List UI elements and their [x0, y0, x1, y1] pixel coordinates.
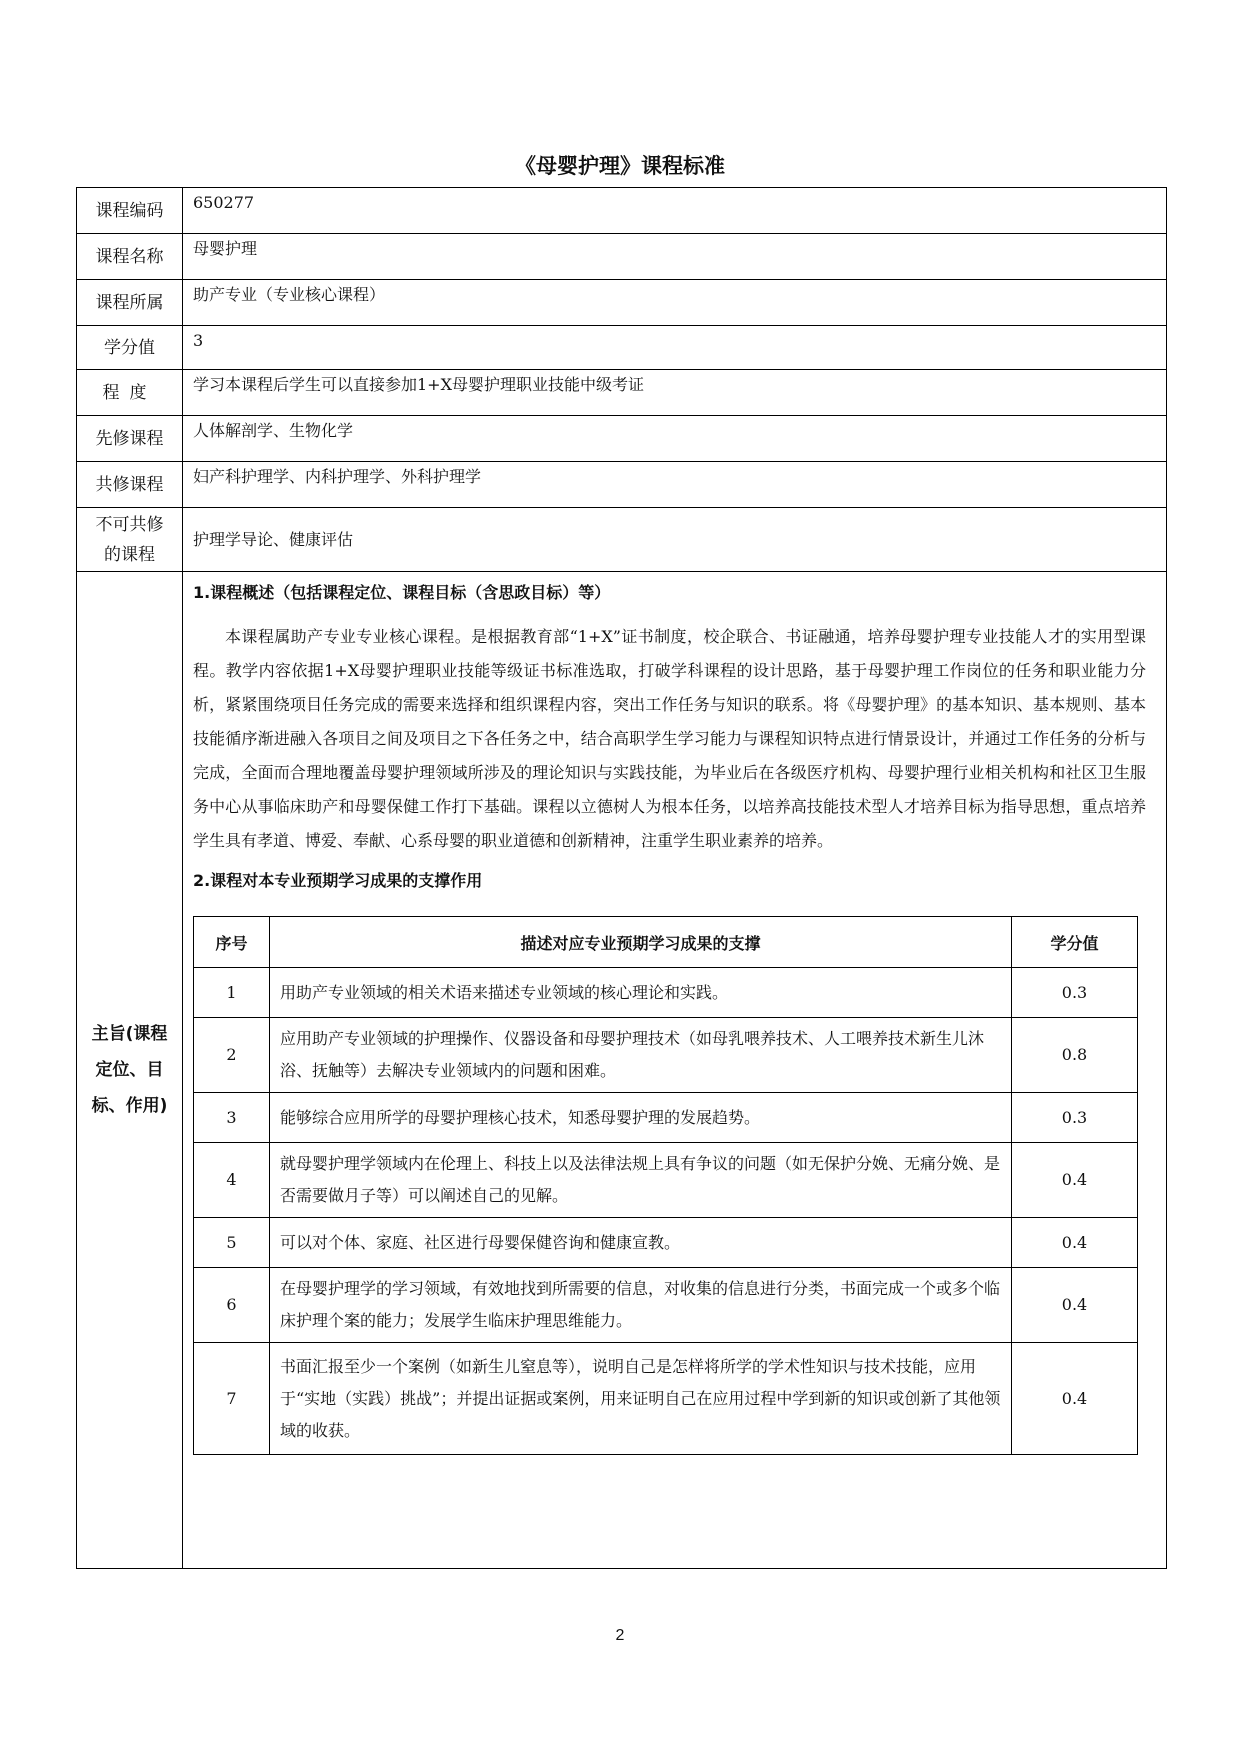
- main-purpose-label-line-2: 定位、目: [95, 1060, 164, 1080]
- outcome-no: 6: [194, 1268, 270, 1343]
- outcome-credit: 0.3: [1012, 1093, 1138, 1143]
- outcome-credit: 0.4: [1012, 1143, 1138, 1218]
- exclusions-label-line-2: 的课程: [104, 544, 155, 565]
- page-title: 《母婴护理》课程标准: [515, 154, 725, 178]
- main-purpose-body: [183, 572, 1167, 1569]
- outcomes-header-row: [194, 917, 1138, 968]
- header-desc: 描述对应专业预期学习成果的支撑: [270, 917, 1012, 968]
- outcome-no: 2: [194, 1018, 270, 1093]
- row-credits: [77, 326, 1167, 370]
- table-row: [194, 1218, 1138, 1268]
- header-no: 序号: [194, 917, 270, 968]
- page-number: 2: [615, 1627, 625, 1644]
- corequisites-value: 妇产科护理学、内科护理学、外科护理学: [183, 462, 1167, 508]
- outcome-desc: 书面汇报至少一个案例（如新生儿窒息等），说明自己是怎样将所学的学术性知识与技术技能，应用于“实地（实践）挑战”；并提出证据或案例，用来证明自己在应用过程中学到新的知识或创新了其他领域的收获。: [270, 1343, 1012, 1455]
- section-1-text: 本课程属助产专业专业核心课程。是根据教育部“1+X”证书制度，校企联合、书证融通，培养母婴护理专业技能人才的实用型课程。教学内容依据1+X母婴护理职业技能等级证书标准选取，打破学科课程的设计思路，基于母婴护理工作岗位的任务和职业能力分析，紧紧围绕项目任务完成的需要来选择和组织课程内容，突出工作任务与知识的联系。将《母婴护理》的基本知识、基本规则、基本技能循序渐进融入各项目之间及项目之下各任务之中，结合高职学生学习能力与课程知识特点进行情景设计，并通过工作任务的分析与完成，全面而合理地覆盖母婴护理领域所涉及的理论知识与实践技能，为毕业后在各级医疗机构、母婴护理行业相关机构和社区卫生服务中心从事临床助产和母婴保健工作打下基础。课程以立德树人为根本任务，以培养高技能技术型人才培养目标为指导思想，重点培养学生具有孝道、博爱、奉献、心系母婴的职业道德和创新精神，注重学生职业素养的培养。: [193, 627, 1146, 850]
- exclusions-label-line-1: 不可共修: [95, 514, 164, 535]
- outcome-credit: 0.4: [1012, 1343, 1138, 1455]
- table-row: [194, 968, 1138, 1018]
- outcome-no: 7: [194, 1343, 270, 1455]
- table-row: [194, 1343, 1138, 1455]
- outcome-desc: 在母婴护理学的学习领域，有效地找到所需要的信息，对收集的信息进行分类，书面完成一个或多个临床护理个案的能力；发展学生临床护理思维能力。: [270, 1268, 1012, 1343]
- outcome-desc: 可以对个体、家庭、社区进行母婴保健咨询和健康宣教。: [270, 1218, 1012, 1268]
- table-row: [194, 1093, 1138, 1143]
- course-name-label: 课程名称: [77, 234, 183, 280]
- course-code-label: 课程编码: [77, 188, 183, 234]
- exclusions-value: 护理学导论、健康评估: [183, 508, 1167, 572]
- row-corequisites: [77, 462, 1167, 508]
- level-value: 学习本课程后学生可以直接参加1+X母婴护理职业技能中级考证: [183, 370, 1167, 416]
- table-row: [194, 1018, 1138, 1093]
- row-course-code: [77, 188, 1167, 234]
- exclusions-label: [77, 508, 183, 572]
- outcome-no: 1: [194, 968, 270, 1018]
- outcome-no: 5: [194, 1218, 270, 1268]
- row-main-purpose: [77, 572, 1167, 1569]
- section-2-title: 2.课程对本专业预期学习成果的支撑作用: [193, 871, 483, 890]
- main-purpose-label-line-1: 主旨(课程: [91, 1024, 168, 1044]
- outcomes-table: [193, 916, 1138, 1455]
- outcome-no: 3: [194, 1093, 270, 1143]
- outcome-credit: 0.3: [1012, 968, 1138, 1018]
- row-exclusions: [77, 508, 1167, 572]
- outcome-desc: 就母婴护理学领域内在伦理上、科技上以及法律法规上具有争议的问题（如无保护分娩、无痛分娩、是否需要做月子等）可以阐述自己的见解。: [270, 1143, 1012, 1218]
- main-purpose-label-line-3: 标、作用): [91, 1096, 168, 1116]
- credits-value: 3: [183, 326, 1167, 370]
- section-1-title: 1.课程概述（包括课程定位、课程目标（含思政目标）等）: [193, 583, 611, 602]
- row-level: [77, 370, 1167, 416]
- outcome-desc: 用助产专业领域的相关术语来描述专业领域的核心理论和实践。: [270, 968, 1012, 1018]
- course-affiliation-label: 课程所属: [77, 280, 183, 326]
- level-label: 程度: [77, 370, 183, 416]
- outcome-desc: 能够综合应用所学的母婴护理核心技术，知悉母婴护理的发展趋势。: [270, 1093, 1012, 1143]
- credits-label: 学分值: [77, 326, 183, 370]
- course-affiliation-value: 助产专业（专业核心课程）: [183, 280, 1167, 326]
- table-row: [194, 1268, 1138, 1343]
- outcome-no: 4: [194, 1143, 270, 1218]
- corequisites-label: 共修课程: [77, 462, 183, 508]
- header-credit: 学分值: [1012, 917, 1138, 968]
- prerequisites-value: 人体解剖学、生物化学: [183, 416, 1167, 462]
- row-prerequisites: [77, 416, 1167, 462]
- outcome-credit: 0.4: [1012, 1268, 1138, 1343]
- prerequisites-label: 先修课程: [77, 416, 183, 462]
- outcome-desc: 应用助产专业领域的护理操作、仪器设备和母婴护理技术（如母乳喂养技术、人工喂养技术新生儿沐浴、抚触等）去解决专业领域内的问题和困难。: [270, 1018, 1012, 1093]
- course-info-table: [76, 187, 1167, 1569]
- course-code-value: 650277: [183, 188, 1167, 234]
- row-course-name: [77, 234, 1167, 280]
- outcome-credit: 0.4: [1012, 1218, 1138, 1268]
- outcome-credit: 0.8: [1012, 1018, 1138, 1093]
- main-purpose-label: [77, 572, 183, 1569]
- table-row: [194, 1143, 1138, 1218]
- course-name-value: 母婴护理: [183, 234, 1167, 280]
- row-course-affiliation: [77, 280, 1167, 326]
